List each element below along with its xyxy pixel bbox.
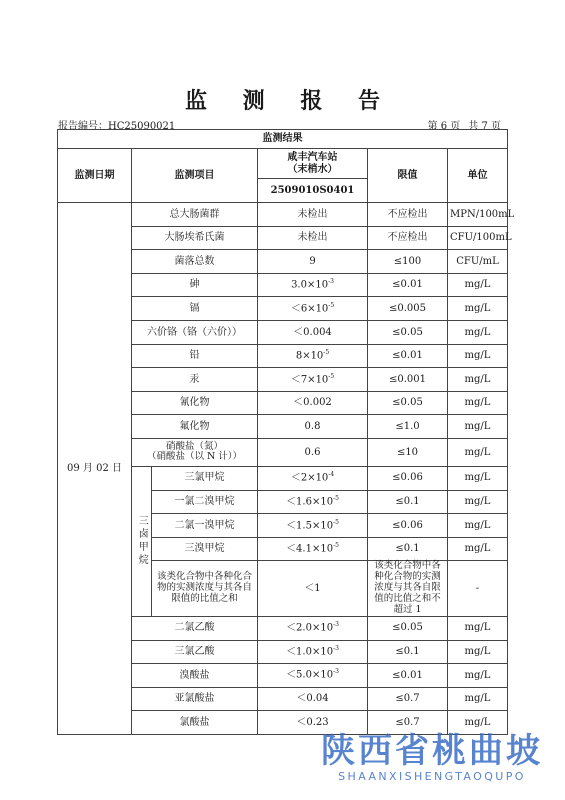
result-cell	[258, 320, 368, 344]
item-cell: 三氯乙酸	[132, 640, 258, 664]
result-exponent: -5	[328, 301, 335, 309]
page-current: 第 6 页	[427, 121, 461, 132]
limit-cell: ≤0.06	[368, 514, 448, 538]
table-row	[58, 203, 508, 227]
result-cell	[258, 537, 368, 561]
result-cell	[258, 664, 368, 688]
result-exponent: -5	[323, 348, 330, 356]
item-cell: 菌落总数	[132, 250, 258, 274]
header-item: 监测项目	[132, 149, 258, 203]
item-cell: 六价铬（铬（六价））	[132, 320, 258, 344]
limit-cell: ≤0.7	[368, 711, 448, 735]
item-cell: 三溴甲烷	[152, 537, 258, 561]
result-value: ＜6×10	[290, 303, 329, 315]
result-cell	[258, 640, 368, 664]
result-cell	[258, 514, 368, 538]
unit-cell: mg/L	[448, 514, 508, 538]
result-exponent: -3	[333, 668, 339, 676]
result-cell	[258, 415, 368, 439]
limit-cell: ≤0.1	[368, 490, 448, 514]
group-label-cell: 三卤甲烷	[132, 466, 152, 616]
unit-cell: MPN/100mL	[448, 203, 508, 227]
result-exponent: -4	[328, 471, 335, 479]
limit-cell: ≤0.001	[368, 368, 448, 392]
item-cell: 二氯一溴甲烷	[152, 514, 258, 538]
unit-cell: mg/L	[448, 711, 508, 735]
unit-cell: mg/L	[448, 320, 508, 344]
result-cell	[258, 250, 368, 274]
limit-cell: 不应检出	[368, 226, 448, 250]
report-number: 报告编号：HC25090021	[58, 121, 176, 132]
item-cell: 三氯甲烷	[152, 466, 258, 490]
item-cell: 砷	[132, 273, 258, 297]
unit-cell: mg/L	[448, 664, 508, 688]
header-sample-id: 2509010S0401	[258, 179, 368, 203]
result-value: 未检出	[297, 208, 328, 220]
unit-cell: mg/L	[448, 391, 508, 415]
result-exponent: -3	[328, 278, 334, 286]
unit-cell: mg/L	[448, 687, 508, 711]
limit-cell: ≤1.0	[368, 415, 448, 439]
unit-cell: -	[448, 561, 508, 617]
result-value: 3.0×10	[291, 279, 329, 291]
result-value: 0.8	[304, 420, 321, 432]
unit-cell: mg/L	[448, 273, 508, 297]
limit-cell: ≤0.005	[368, 297, 448, 321]
unit-cell: mg/L	[448, 537, 508, 561]
item-cell: 溴酸盐	[132, 664, 258, 688]
unit-cell: mg/L	[448, 616, 508, 640]
watermark	[321, 723, 543, 783]
watermark-en: SHAANXISHENGTAOQUPO	[338, 770, 526, 783]
page-total: 共 7 页	[468, 121, 501, 132]
result-value: 未检出	[297, 232, 328, 244]
unit-cell: CFU/mL	[448, 250, 508, 274]
result-value: ＜4.1×10	[286, 543, 334, 555]
unit-cell: mg/L	[448, 368, 508, 392]
header-unit: 单位	[448, 149, 508, 203]
limit-cell: ≤0.01	[368, 344, 448, 368]
result-value: ＜0.23	[296, 716, 329, 728]
unit-cell: CFU/100mL	[448, 226, 508, 250]
unit-cell: mg/L	[448, 415, 508, 439]
section-header: 监测结果	[58, 130, 508, 149]
result-value: ＜0.04	[296, 693, 329, 705]
result-value: ＜2.0×10	[286, 622, 334, 634]
header-limit: 限值	[368, 149, 448, 203]
unit-cell: mg/L	[448, 490, 508, 514]
item-cell: 硝酸盐（氮） （硝酸盐（以 N 计））	[132, 438, 258, 466]
result-value: ＜0.004	[293, 326, 332, 338]
unit-cell: mg/L	[448, 297, 508, 321]
result-cell	[258, 226, 368, 250]
item-cell: 二氯乙酸	[132, 616, 258, 640]
result-cell	[258, 344, 368, 368]
limit-cell: ≤0.06	[368, 466, 448, 490]
result-cell	[258, 297, 368, 321]
result-cell	[258, 391, 368, 415]
limit-cell: ≤100	[368, 250, 448, 274]
result-exponent: -3	[333, 621, 339, 629]
limit-cell: 该类化合物中各种化合物的实测浓度与其各自限值的比值之和不超过 1	[368, 561, 448, 617]
limit-cell: ≤0.05	[368, 320, 448, 344]
result-exponent: -5	[333, 518, 339, 526]
limit-cell: ≤0.05	[368, 616, 448, 640]
result-cell	[258, 616, 368, 640]
result-value: ＜2×10	[290, 472, 329, 484]
header-date: 监测日期	[58, 149, 132, 203]
result-cell	[258, 561, 368, 617]
result-value: ＜7×10	[290, 373, 329, 385]
item-cell: 一氯二溴甲烷	[152, 490, 258, 514]
item-cell: 氰化物	[132, 391, 258, 415]
item-cell: 氯酸盐	[132, 711, 258, 735]
limit-cell: ≤0.1	[368, 537, 448, 561]
unit-cell: mg/L	[448, 466, 508, 490]
limit-cell: 不应检出	[368, 203, 448, 227]
result-cell	[258, 466, 368, 490]
unit-cell: mg/L	[448, 438, 508, 466]
item-cell: 铅	[132, 344, 258, 368]
result-exponent: -5	[333, 542, 339, 550]
limit-cell: ≤0.05	[368, 391, 448, 415]
header-site: 咸丰汽车站 （末梢水）	[258, 149, 368, 179]
result-cell	[258, 438, 368, 466]
limit-cell: ≤0.7	[368, 687, 448, 711]
result-value: ＜5.0×10	[286, 669, 334, 681]
limit-cell: ≤0.01	[368, 273, 448, 297]
result-cell	[258, 273, 368, 297]
result-exponent: -5	[333, 494, 339, 502]
result-value: ＜1	[304, 582, 321, 594]
watermark-cn: 陕西省桃曲坡	[321, 731, 543, 771]
result-cell	[258, 490, 368, 514]
item-cell: 镉	[132, 297, 258, 321]
result-value: ＜1.5×10	[286, 519, 334, 531]
unit-cell: mg/L	[448, 640, 508, 664]
result-exponent: -3	[333, 644, 339, 652]
date-cell: 09 月 02 日	[58, 203, 132, 735]
result-value: ＜1.0×10	[286, 646, 334, 658]
limit-cell: ≤0.1	[368, 640, 448, 664]
result-value: ＜0.002	[293, 397, 332, 409]
item-cell: 该类化合物中各种化合物的实测浓度与其各自限值的比值之和	[152, 561, 258, 617]
item-cell: 大肠埃希氏菌	[132, 226, 258, 250]
result-exponent: -5	[328, 372, 335, 380]
unit-cell: mg/L	[448, 344, 508, 368]
item-cell: 氟化物	[132, 415, 258, 439]
page-title: 监 测 报 告	[185, 88, 394, 114]
result-value: 0.6	[304, 446, 321, 458]
result-value: 9	[309, 255, 316, 267]
result-cell	[258, 687, 368, 711]
item-cell: 总大肠菌群	[132, 203, 258, 227]
result-value: ＜1.6×10	[286, 496, 334, 508]
limit-cell: ≤10	[368, 438, 448, 466]
result-cell	[258, 368, 368, 392]
results-table	[57, 129, 515, 735]
result-value: 8×10	[295, 350, 324, 362]
item-cell: 汞	[132, 368, 258, 392]
result-cell	[258, 203, 368, 227]
limit-cell: ≤0.01	[368, 664, 448, 688]
item-cell: 亚氯酸盐	[132, 687, 258, 711]
